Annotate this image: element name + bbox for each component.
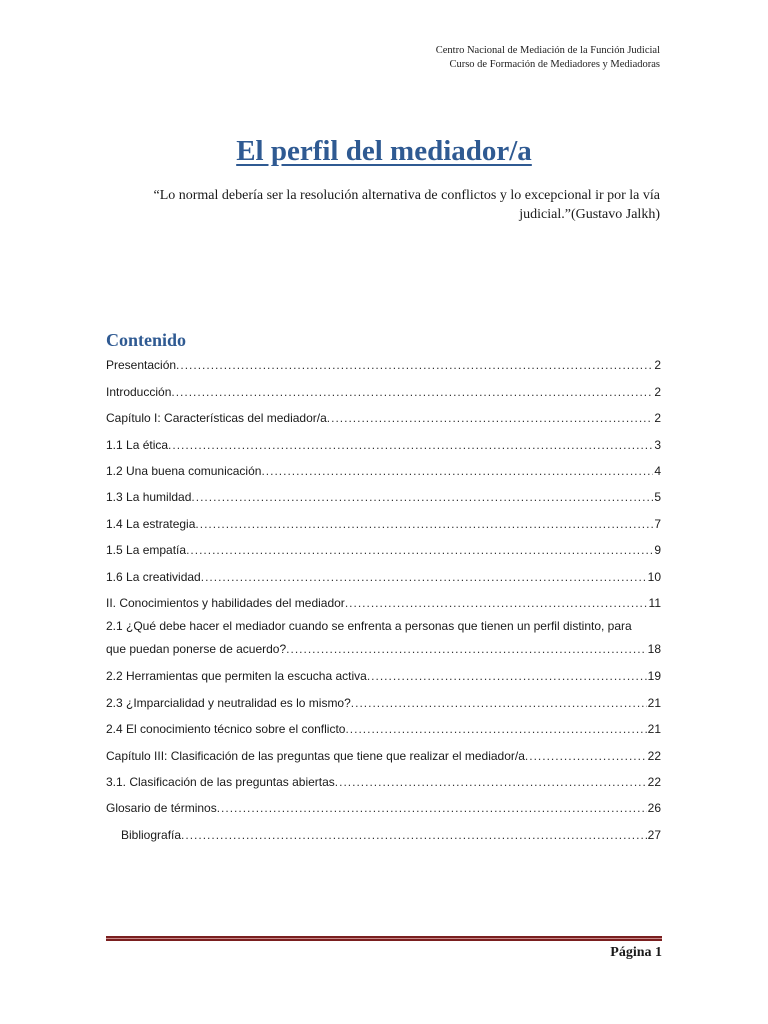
toc-entry-page: 21	[647, 722, 661, 736]
toc-leader-dots	[525, 749, 647, 763]
toc-entry-page: 26	[647, 801, 661, 815]
toc-entry-label: 1.3 La humildad	[106, 490, 192, 504]
toc-entry-page: 27	[647, 828, 661, 842]
toc-entry[interactable]	[106, 461, 661, 478]
toc-entry-page: 22	[647, 749, 661, 763]
toc-entry-page: 3	[654, 438, 661, 452]
toc-leader-dots	[181, 828, 647, 842]
toc-entry-page: 10	[647, 570, 661, 584]
toc-leader-dots	[191, 490, 653, 504]
toc-entry-label: Introducción	[106, 385, 172, 399]
toc-entry[interactable]	[106, 593, 661, 610]
toc-entry[interactable]	[106, 619, 661, 656]
toc-entry-page: 22	[647, 775, 661, 789]
toc-leader-dots	[335, 775, 647, 789]
toc-entry-label: Capítulo III: Clasificación de las preguntas que tiene que realizar el mediador/a	[106, 749, 525, 763]
toc-entry-page: 2	[654, 385, 661, 399]
toc-leader-dots	[345, 596, 648, 610]
toc-entry-page: 21	[647, 696, 661, 710]
toc-leader-dots	[217, 801, 647, 815]
toc-entry[interactable]	[106, 487, 661, 504]
toc-leader-dots	[195, 517, 653, 531]
document-title	[0, 135, 768, 168]
toc-entry[interactable]	[106, 746, 661, 763]
page-number: Página 1	[610, 945, 662, 960]
toc-entry-label: 1.6 La creatividad	[106, 570, 201, 584]
toc-entry[interactable]	[121, 825, 661, 842]
toc-entry-label-line-2: que puedan ponerse de acuerdo?	[106, 642, 287, 656]
toc-entry[interactable]	[106, 540, 661, 557]
toc-entry-label: 2.3 ¿Imparcialidad y neutralidad es lo mismo?	[106, 696, 351, 710]
toc-entry-label: Presentación	[106, 358, 177, 372]
toc-entry-label: Capítulo I: Características del mediador/a	[106, 411, 327, 425]
toc-entry-label-line-1: 2.1 ¿Qué debe hacer el mediador cuando se enfrenta a personas que tienen un perfil distinto, para	[106, 619, 632, 633]
toc-entry-label: 2.4 El conocimiento técnico sobre el conflicto	[106, 722, 346, 736]
toc-entry-page: 7	[654, 517, 661, 531]
toc-entry-label: II. Conocimientos y habilidades del mediador	[106, 596, 345, 610]
toc-entry-label: 3.1. Clasificación de las preguntas abiertas	[106, 775, 335, 789]
toc-leader-dots	[176, 358, 653, 372]
toc-leader-dots	[261, 464, 653, 478]
toc-entry-page: 5	[654, 490, 661, 504]
toc-entry-label: Glosario de términos	[106, 801, 217, 815]
toc-leader-dots	[327, 411, 654, 425]
toc-entry[interactable]	[106, 355, 661, 372]
toc-entry-label: 2.2 Herramientas que permiten la escucha activa	[106, 669, 367, 683]
document-header	[436, 44, 660, 72]
toc-entry-label: 1.5 La empatía	[106, 543, 187, 557]
toc-entry-label: 1.4 La estrategia	[106, 517, 196, 531]
toc-entry[interactable]	[106, 382, 661, 399]
toc-entry[interactable]	[106, 719, 661, 736]
toc-entry-page: 11	[648, 596, 661, 610]
toc-leader-dots	[286, 642, 646, 656]
toc-entry-page: 18	[647, 642, 661, 656]
toc-entry[interactable]	[106, 567, 661, 584]
toc-entry-page: 4	[654, 464, 661, 478]
toc-leader-dots	[345, 722, 646, 736]
toc-entry-page: 2	[654, 358, 661, 372]
toc-leader-dots	[186, 543, 653, 557]
toc-entry-page: 2	[654, 411, 661, 425]
toc-entry-label: 1.1 La ética	[106, 438, 169, 452]
toc-entry-label: 1.2 Una buena comunicación	[106, 464, 262, 478]
toc-entry-label: Bibliografía	[121, 828, 182, 842]
document-title-text: El perfil del mediador/a	[236, 135, 532, 167]
toc-leader-dots	[367, 669, 647, 683]
toc-entry[interactable]	[106, 693, 661, 710]
toc-entry[interactable]	[106, 798, 661, 815]
toc-entry-line-2	[106, 639, 661, 656]
toc-entry[interactable]	[106, 514, 661, 531]
toc-leader-dots	[201, 570, 647, 584]
header-line-2: Curso de Formación de Mediadores y Mediadoras	[449, 59, 660, 70]
toc-entry[interactable]	[106, 435, 661, 452]
toc-leader-dots	[171, 385, 653, 399]
footer-divider	[106, 936, 662, 941]
epigraph-quote: “Lo normal debería ser la resolución alternativa de conflictos y lo excepcional ir por la vía judicial.”(Gustavo Jalkh)	[153, 188, 660, 222]
toc-leader-dots	[168, 438, 653, 452]
toc-entry-page: 19	[647, 669, 661, 683]
toc-heading: Contenido	[106, 330, 187, 350]
toc-entry-page: 9	[654, 543, 661, 557]
toc-leader-dots	[351, 696, 647, 710]
toc-entry[interactable]	[106, 666, 661, 683]
toc-entry[interactable]	[106, 772, 661, 789]
header-line-1: Centro Nacional de Mediación de la Función Judicial	[435, 45, 660, 56]
toc-entry[interactable]	[106, 408, 661, 425]
